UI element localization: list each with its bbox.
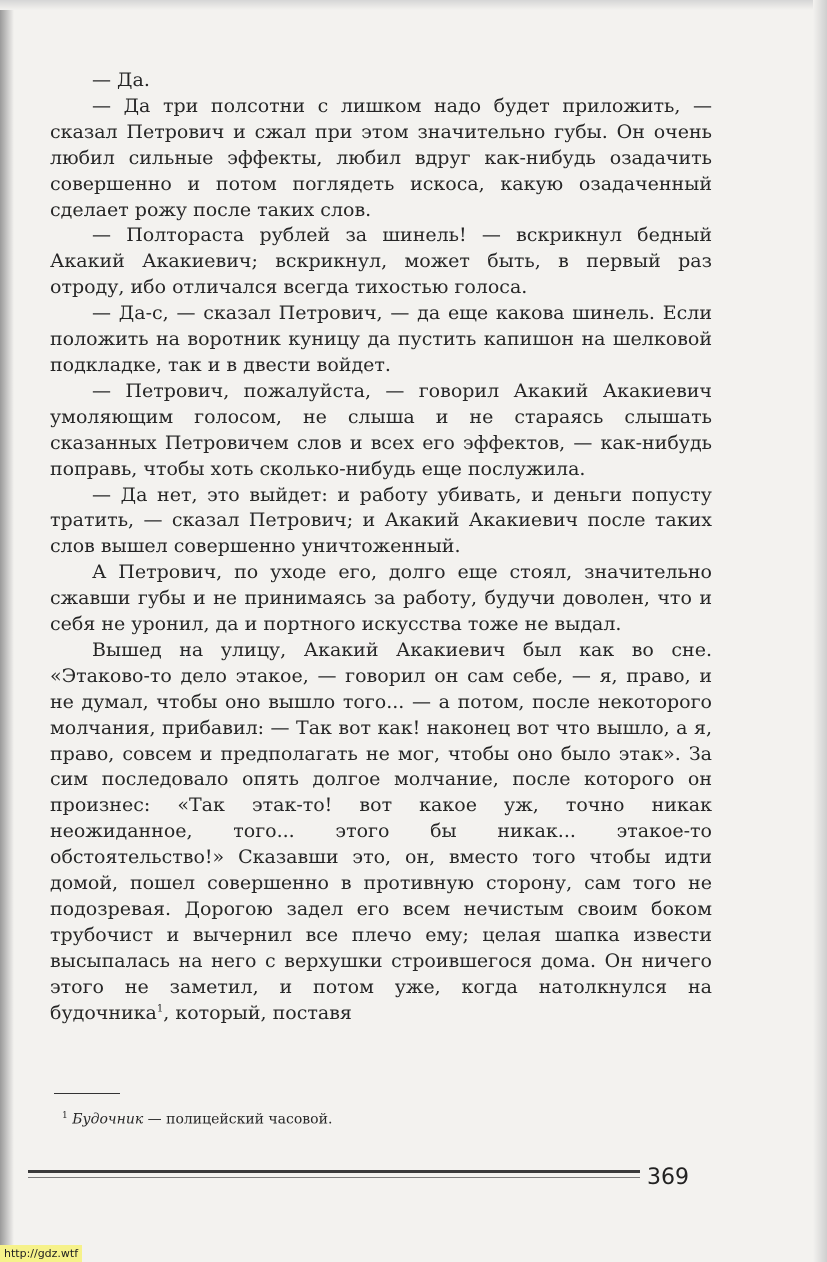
footnote-divider	[54, 1093, 120, 1094]
top-edge-shadow	[0, 0, 827, 10]
footnote-term: Будочник	[72, 1111, 144, 1128]
page-number: 369	[647, 1165, 689, 1190]
paragraph: — Полтораста рублей за шинель! — вскрикнул бедный Акакий Акакиевич; вскрикнул, может быть, в первый раз отроду, ибо отличался всегда тихостью голоса.	[50, 224, 712, 299]
paragraph-with-footnote	[50, 638, 712, 1027]
footnote-reference[interactable]: 1	[156, 1003, 164, 1015]
paragraph-text: Вышед на улицу, Акакий Акакиевич был как во сне. «Этаково-то дело этакое, — говорил он сам себе, — я, право, и не думал, чтобы оно вышло того... — а потом, после некоторого молчания, прибавил: — Так вот как! наконец вот что вышло, а я, право, совсем и предполагать не мог, чтобы оно было этак». За сим последовало опять долгое молчание, после которого он произнес: «Так этак-то! вот какое уж, точно никак неожиданное, того... этого бы никак... этакое-то обстоятельство!» Сказавши это, он, вместо того чтобы идти домой, пошел совершенно в противную сторону, сам того не подозревая. Дорогою задел его всем нечистым своим боком трубочист и вычернил все плечо ему; целая шапка извести высыпалась на него с верхушки строившегося дома. Он ничего этого не заметил, и потом уже, когда натолкнулся на будочника	[50, 638, 712, 1024]
paragraph: — Петрович, пожалуйста, — говорил Акакий Акакиевич умоляющим голосом, не слыша и не стараясь слышать сказанных Петровичем слов и всех его эффектов, — как-нибудь поправь, чтобы хоть сколько-нибудь еще послужила.	[50, 379, 712, 480]
paragraph: — Да-с, — сказал Петрович, — да еще какова шинель. Если положить на воротник куницу да пустить капишон на шелковой подкладке, так и в двести войдет.	[50, 302, 712, 376]
right-edge-shadow	[813, 0, 827, 1262]
spine-shadow	[0, 0, 14, 1262]
watermark-link[interactable]: http://gdz.wtf	[0, 1245, 82, 1262]
paragraph-tail: , который, поставя	[163, 1001, 352, 1024]
paragraph: — Да нет, это выйдет: и работу убивать, и деньги попусту тратить, — сказал Петрович; и Акакий Акакиевич после таких слов вышел совершенно уничтоженный.	[50, 483, 712, 558]
footer-rule	[28, 1170, 640, 1173]
paragraph: — Да три полсотни с лишком надо будет приложить, — сказал Петрович и сжал при этом значительно губы. Он очень любил сильные эффекты, любил вдруг как-нибудь озадачить совершенно и потом поглядеть искоса, какую озадаченный сделает рожу после таких слов.	[50, 94, 712, 221]
paragraph: А Петрович, по уходе его, долго еще стоял, значительно сжавши губы и не принимаясь за работу, будучи доволен, что и себя не уронил, да и портного искусства тоже не выдал.	[50, 561, 712, 636]
footer-rule-thin	[28, 1177, 640, 1178]
footnote	[62, 1107, 682, 1129]
paragraph: — Да.	[92, 69, 150, 91]
main-text	[50, 68, 712, 1027]
footnote-number: 1	[62, 1111, 68, 1121]
footnote-definition: — полицейский часовой.	[143, 1111, 333, 1128]
